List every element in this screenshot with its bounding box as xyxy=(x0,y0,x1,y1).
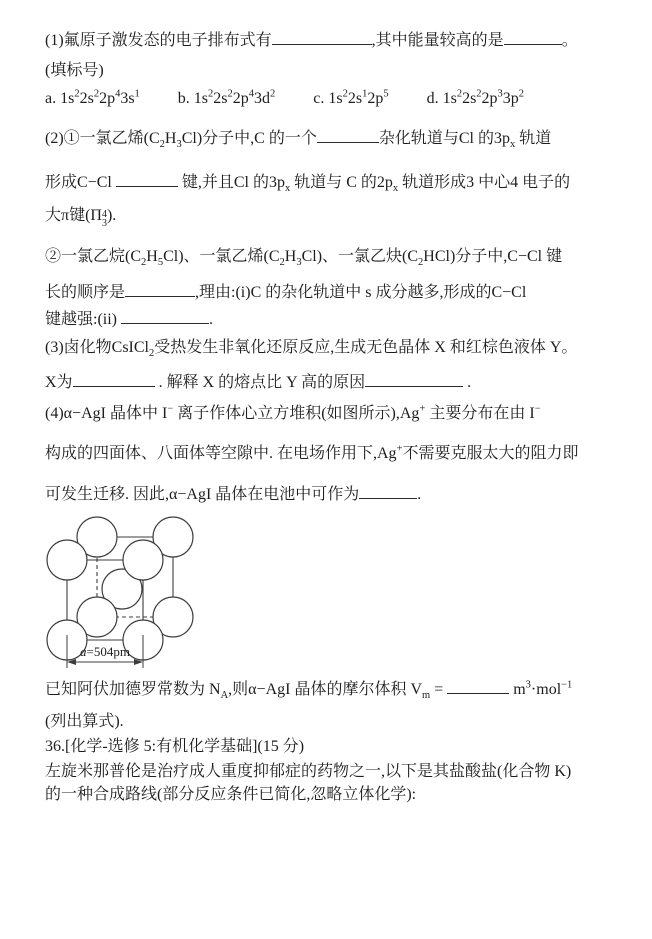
line-q3-2: X为 . 解释 X 的熔点比 Y 高的原因 . xyxy=(45,374,472,391)
option-d: d. $1s^22s^22p^33p^2$ xyxy=(426,88,525,107)
answer-blank xyxy=(272,30,372,45)
atom-front-top-right xyxy=(123,540,163,580)
option-b: b. $1s^22s^22p^43d^2$ xyxy=(177,88,276,107)
answer-blank xyxy=(125,282,195,297)
crystal-structure-figure xyxy=(30,505,632,675)
option-a: a. $1s^22s^22p^43s^1$ xyxy=(45,88,140,107)
lattice-parameter-label: a=504pm xyxy=(80,644,130,659)
answer-blank xyxy=(365,372,463,387)
atom-front-top-left xyxy=(47,540,87,580)
answer-blank xyxy=(116,172,178,187)
electron-config-options xyxy=(45,89,632,109)
answer-blank xyxy=(317,128,379,143)
line-q1-stem: (1)氟原子激发态的电子排布式有 ,其中能量较高的是 。 xyxy=(45,32,578,49)
line-q36-header: 36.[化学-选修 5:有机化学基础](15 分) xyxy=(45,738,305,755)
answer-blank xyxy=(121,309,209,324)
answer-blank xyxy=(73,372,155,387)
option-c: c. $1s^22s^12p^5$ xyxy=(313,88,389,107)
line-formula-note: (列出算式). xyxy=(45,713,124,730)
line-q2b-1: ②一氯乙烷$(C_2H_5Cl)$、一氯乙烯$(C_2H_3Cl)$、一氯乙炔$(C_2HCl)$分子中,C−Cl 键 xyxy=(45,248,563,269)
line-q2-2: 形成C−Cl 键,并且Cl 的$3p_x$ 轨道与 C 的$2p_x$ 轨道形成3 中心4 电子的 xyxy=(45,174,571,195)
line-q1-note: (填标号) xyxy=(45,62,104,79)
bcc-unit-cell-diagram xyxy=(30,505,240,675)
line-q4-3: 可发生迁移. 因此,α−AgI 晶体在电池中可作为 . xyxy=(45,486,422,503)
line-q4-1: (4)α−AgI 晶体中 I− 离子作体心立方堆积(如图所示),Ag+ 主要分布在由 I− xyxy=(45,403,541,422)
line-molar-volume: 已知阿伏加德罗常数为 $N_A$,则α−AgI 晶体的摩尔体积 $V_m = m^3\cdot mol^{-1}$ xyxy=(45,679,573,702)
line-q2b-2: 长的顺序是 ,理由:(i)C 的杂化轨道中 s 成分越多,形成的C−Cl xyxy=(45,284,527,301)
answer-blank xyxy=(447,679,509,694)
answer-blank xyxy=(359,484,417,499)
line-q2b-3: 键越强:(ii) . xyxy=(45,311,213,328)
answer-blank xyxy=(504,30,562,45)
line-q4-2: 构成的四面体、八面体等空隙中. 在电场作用下,Ag+不需要克服太大的阻力即 xyxy=(45,443,579,462)
line-q36-intro-1: 左旋米那普伦是治疗成人重度抑郁症的药物之一,以下是其盐酸盐(化合物 K) xyxy=(45,763,572,780)
line-q36-intro-2: 的一种合成路线(部分反应条件已简化,忽略立体化学): xyxy=(45,786,417,803)
iodide-atoms xyxy=(47,517,193,660)
line-q2-1: (2)①一氯乙烯$(C_2H_3Cl)$分子中,C 的一个 杂化轨道与Cl 的$3p_x$ 轨道 xyxy=(45,130,552,151)
line-q2-3: 大π键(Π 4 3 ). xyxy=(45,207,117,229)
line-q3-1: (3)卤化物CsICl$_2$受热发生非氧化还原反应,生成无色晶体 X 和红棕色液体 Y。 xyxy=(45,339,578,360)
